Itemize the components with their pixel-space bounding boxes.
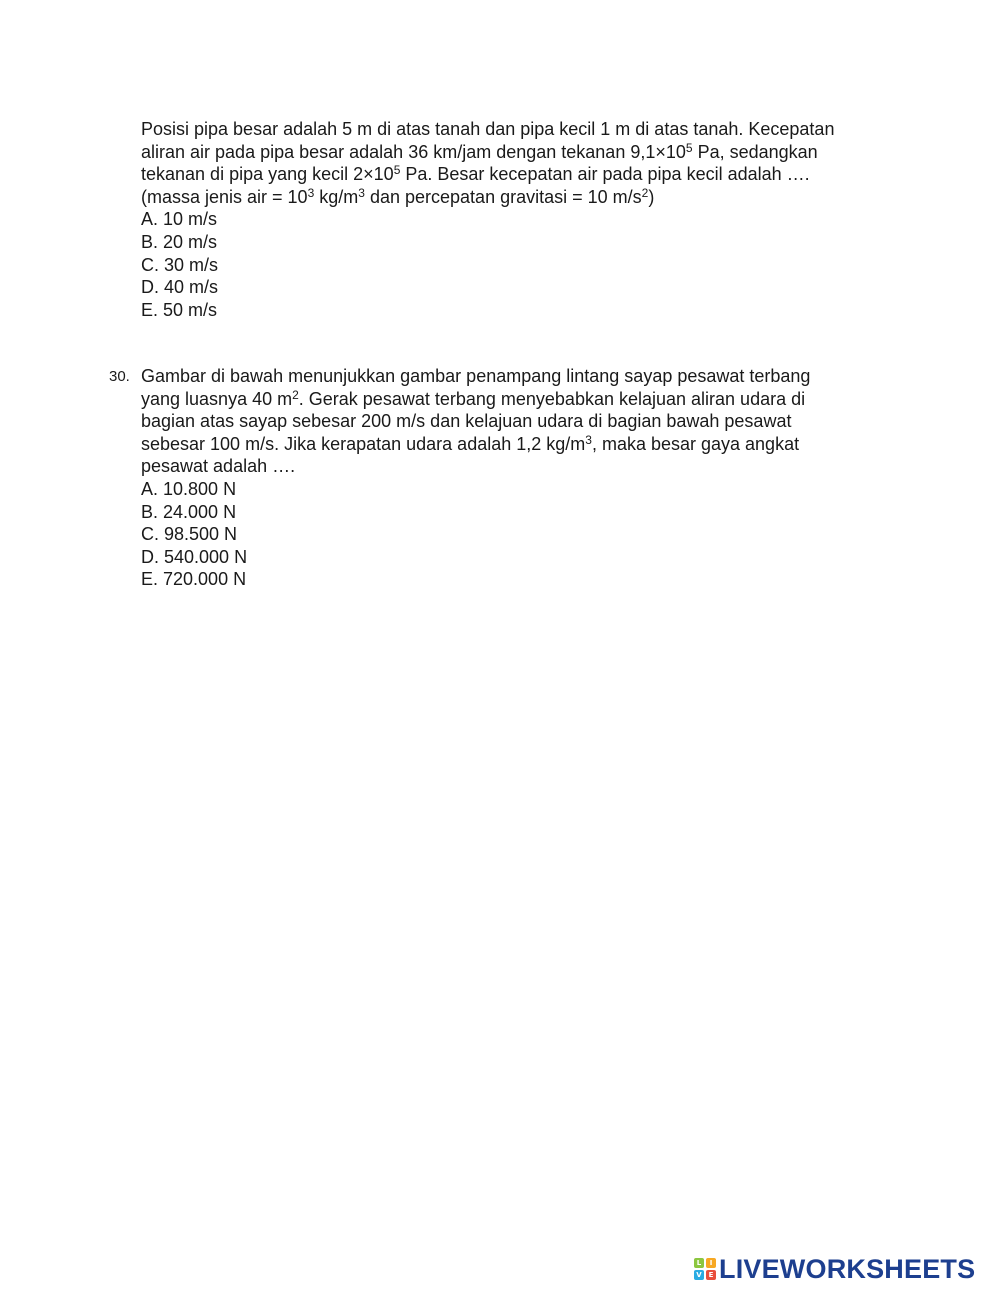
answer-option-c[interactable]: C. 30 m/s (141, 254, 219, 275)
question-30-stem-line: Gambar di bawah menunjukkan gambar penampang lintang sayap pesawat terbang (141, 366, 811, 386)
answer-option-d[interactable]: D. 540.000 N (141, 546, 248, 567)
answer-option-b[interactable]: B. 20 m/s (141, 231, 218, 252)
logo-wordmark: LIVEWORKSHEETS (719, 1254, 976, 1284)
answer-option-a[interactable]: A. 10.800 N (141, 478, 237, 499)
question-30-stem-line: pesawat adalah …. (141, 456, 296, 477)
question-29-stem (141, 118, 886, 208)
question-30-stem-line: bagian atas sayap sebesar 200 m/s dan kelajuan udara di bagian bawah pesawat (141, 411, 792, 432)
superscript: 2 (641, 185, 649, 200)
logo-square-icon: V (694, 1270, 704, 1280)
question-29-options (141, 208, 886, 321)
question-29-stem-line: Posisi pipa besar adalah 5 m di atas tanah dan pipa kecil 1 m di atas tanah. Kecepatan (141, 119, 835, 139)
answer-option-e[interactable]: E. 720.000 N (141, 569, 247, 590)
question-30-stem-line: sebesar 100 m/s. Jika kerapatan udara adalah 1,2 $kg/m^3$, maka besar gaya angkat (141, 432, 800, 454)
logo-icon (694, 1258, 716, 1280)
superscript: 3 (307, 185, 315, 200)
question-number: 30. (109, 368, 130, 385)
superscript: 2 (292, 387, 299, 402)
superscript: 5 (393, 163, 401, 178)
superscript: 3 (358, 185, 365, 200)
question-29-stem-line: tekanan di pipa yang kecil $2\times 10^5$ Pa. Besar kecepatan air pada pipa kecil adalah …. (141, 163, 810, 185)
logo-square-icon: E (706, 1270, 716, 1280)
question-30-stem-line: yang luasnya 40 $m^2$. Gerak pesawat terbang menyebabkan kelajuan aliran udara di (141, 387, 806, 409)
question-30-stem (141, 365, 886, 478)
answer-option-b[interactable]: B. 24.000 N (141, 501, 237, 522)
question-29-stem-line: (massa jenis air = $10^3$ $kg/m^3$ dan percepatan gravitasi = 10 $m/s^2$) (141, 185, 655, 207)
answer-option-a[interactable]: A. 10 m/s (141, 209, 218, 230)
question-30 (109, 365, 886, 591)
question-30-options (141, 478, 886, 591)
answer-option-e[interactable]: E. 50 m/s (141, 299, 218, 320)
liveworksheets-logo (694, 1256, 975, 1282)
superscript: 3 (585, 432, 592, 447)
question-29 (141, 118, 886, 321)
logo-square-icon: L (694, 1258, 704, 1268)
superscript: 5 (685, 140, 693, 155)
answer-option-d[interactable]: D. 40 m/s (141, 277, 219, 298)
logo-square-icon: I (706, 1258, 716, 1268)
question-29-stem-line: aliran air pada pipa besar adalah 36 km/jam dengan tekanan $9,1\times 10^5$ Pa, sedangkan (141, 140, 818, 162)
answer-option-c[interactable]: C. 98.500 N (141, 524, 238, 545)
